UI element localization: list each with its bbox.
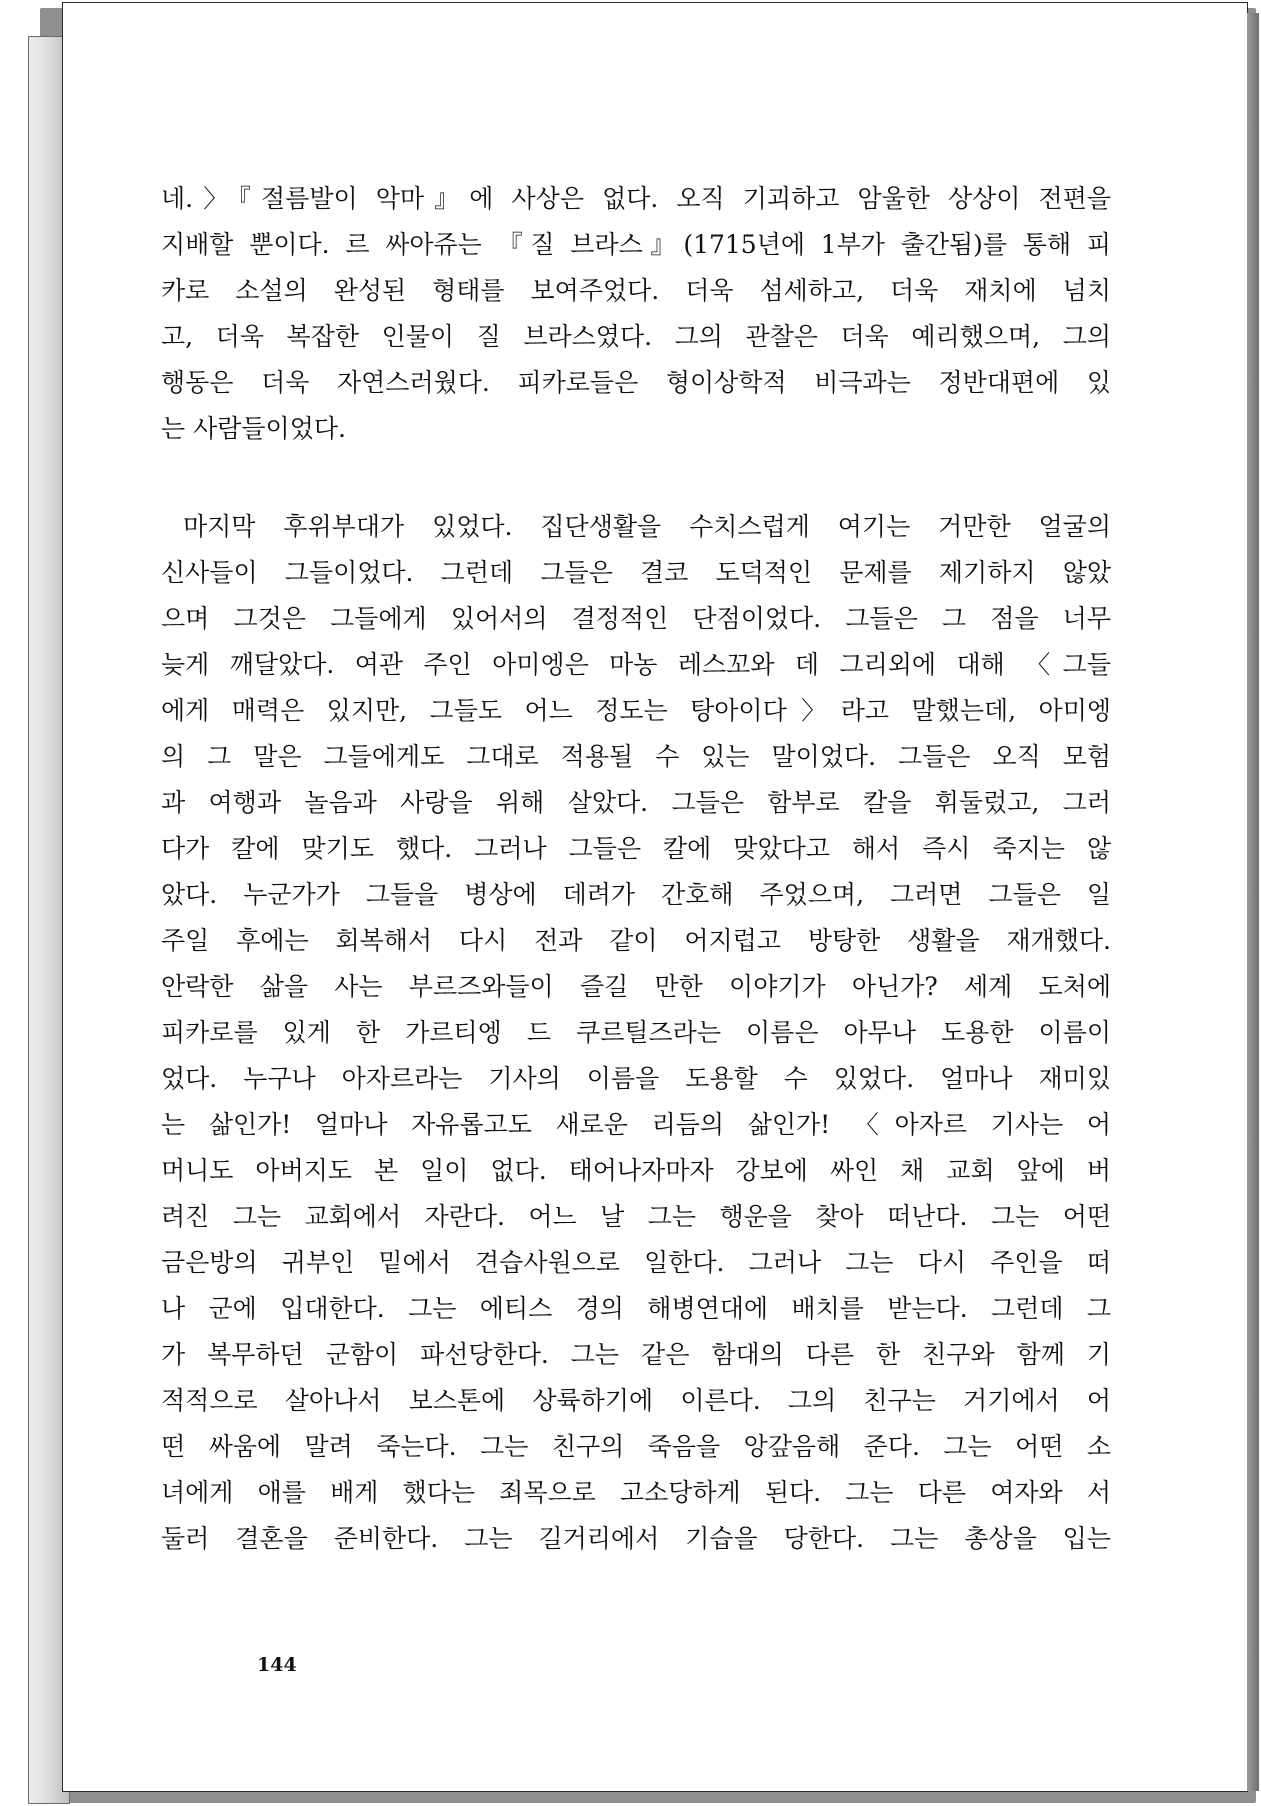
text-line: 행동은 더욱 자연스러웠다. 피카로들은 형이상학적 비극과는 정반대편에 있	[161, 368, 1111, 397]
text-line: 카로 소설의 완성된 형태를 보여주었다. 더욱 섬세하고, 더욱 재치에 넘치	[161, 276, 1111, 305]
text-line: 다가 칼에 맞기도 했다. 그러나 그들은 칼에 맞았다고 해서 즉시 죽지는 않	[161, 834, 1111, 863]
text-line: 늦게 깨달았다. 여관 주인 아미엥은 마농 레스꼬와 데 그리외에 대해 〈그들	[161, 650, 1111, 679]
text-line: 피카로를 있게 한 가르티엥 드 쿠르틸즈라는 이름은 아무나 도용한 이름이	[161, 1018, 1111, 1047]
text-line: 녀에게 애를 배게 했다는 죄목으로 고소당하게 된다. 그는 다른 여자와 서	[161, 1478, 1111, 1507]
text-line: 주일 후에는 회복해서 다시 전과 같이 어지럽고 방탕한 생활을 재개했다.	[161, 926, 1111, 955]
paragraph-2	[161, 504, 1111, 1562]
text-line: 떤 싸움에 말려 죽는다. 그는 친구의 죽음을 앙갚음해 준다. 그는 어떤 소	[161, 1432, 1111, 1461]
paragraph-gap	[161, 452, 1111, 504]
text-line: 마지막 후위부대가 있었다. 집단생활을 수치스럽게 여기는 거만한 얼굴의	[183, 512, 1111, 541]
text-line: 는 사람들이었다.	[161, 414, 346, 443]
text-line: 었다. 누구나 아자르라는 기사의 이름을 도용할 수 있었다. 얼마나 재미있	[161, 1064, 1111, 1093]
text-line: 신사들이 그들이었다. 그런데 그들은 결코 도덕적인 문제를 제기하지 않았	[161, 558, 1111, 587]
text-line: 네.〉『절름발이 악마』에 사상은 없다. 오직 기괴하고 암울한 상상이 전편을	[161, 184, 1111, 213]
text-line: 가 복무하던 군함이 파선당한다. 그는 같은 함대의 다른 한 친구와 함께 기	[161, 1340, 1111, 1369]
text-line: 금은방의 귀부인 밑에서 견습사원으로 일한다. 그러나 그는 다시 주인을 떠	[161, 1248, 1111, 1277]
text-line: 안락한 삶을 사는 부르즈와들이 즐길 만한 이야기가 아닌가? 세계 도처에	[161, 972, 1111, 1001]
text-line: 았다. 누군가가 그들을 병상에 데려가 간호해 주었으며, 그러면 그들은 일	[161, 880, 1111, 909]
text-line: 고, 더욱 복잡한 인물이 질 브라스였다. 그의 관찰은 더욱 예리했으며, 그의	[161, 322, 1111, 351]
text-line: 는 삶인가! 얼마나 자유롭고도 새로운 리듬의 삶인가! 〈아자르 기사는 어	[161, 1110, 1111, 1139]
text-line: 지배할 뿐이다. 르 싸아쥬는 『질 브라스』(1715년에 1부가 출간됨)를 통해 피	[161, 230, 1111, 259]
text-line: 의 그 말은 그들에게도 그대로 적용될 수 있는 말이었다. 그들은 오직 모험	[161, 742, 1111, 771]
text-line: 적적으로 살아나서 보스톤에 상륙하기에 이른다. 그의 친구는 거기에서 어	[161, 1386, 1111, 1415]
text-line: 으며 그것은 그들에게 있어서의 결정적인 단점이었다. 그들은 그 점을 너무	[161, 604, 1111, 633]
text-line: 과 여행과 놀음과 사랑을 위해 살았다. 그들은 함부로 칼을 휘둘렀고, 그러	[161, 788, 1111, 817]
page-number: 144	[257, 1654, 297, 1676]
paragraph-1	[161, 176, 1111, 452]
text-line: 나 군에 입대한다. 그는 에티스 경의 해병연대에 배치를 받는다. 그런데 그	[161, 1294, 1111, 1323]
text-line: 머니도 아버지도 본 일이 없다. 태어나자마자 강보에 싸인 채 교회 앞에 버	[161, 1156, 1111, 1185]
body-text	[161, 176, 1111, 1562]
text-line: 려진 그는 교회에서 자란다. 어느 날 그는 행운을 찾아 떠난다. 그는 어떤	[161, 1202, 1111, 1231]
page-edge	[1247, 13, 1259, 1791]
text-line: 둘러 결혼을 준비한다. 그는 길거리에서 기습을 당한다. 그는 총상을 입는	[161, 1524, 1111, 1553]
text-line: 에게 매력은 있지만, 그들도 어느 정도는 탕아이다〉라고 말했는데, 아미엥	[161, 696, 1111, 725]
